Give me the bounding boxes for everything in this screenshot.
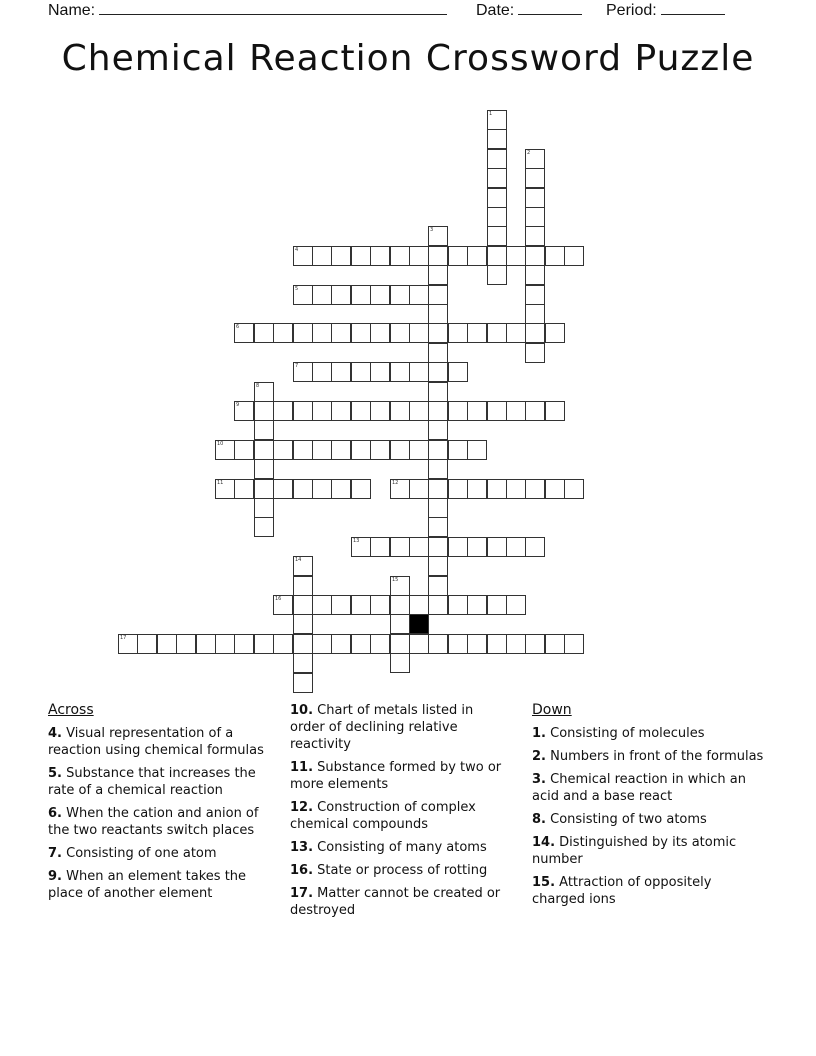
grid-cell[interactable] xyxy=(525,188,545,208)
grid-cell[interactable] xyxy=(487,110,507,130)
clue-down-14: 14. Distinguished by its atomic number xyxy=(532,835,737,867)
grid-cell[interactable] xyxy=(487,401,507,421)
grid-cell[interactable] xyxy=(390,595,410,615)
grid-cell[interactable] xyxy=(448,440,468,460)
grid-cell[interactable] xyxy=(409,479,429,499)
grid-cell[interactable] xyxy=(273,479,293,499)
grid-cell[interactable] xyxy=(351,634,371,654)
grid-cell[interactable] xyxy=(428,537,448,557)
grid-cell[interactable] xyxy=(273,401,293,421)
grid-cell[interactable] xyxy=(293,246,313,266)
grid-cell[interactable] xyxy=(564,634,584,654)
grid-cell[interactable] xyxy=(254,498,274,518)
grid-cell[interactable] xyxy=(525,323,545,343)
cell-number: 5 xyxy=(295,286,299,292)
grid-cell[interactable] xyxy=(428,440,448,460)
grid-cell[interactable] xyxy=(428,401,448,421)
clue-across-12: 12. Construction of complex chemical compounds xyxy=(290,800,476,832)
grid-cell[interactable] xyxy=(467,634,487,654)
across-clues-col2 xyxy=(290,702,512,925)
grid-cell[interactable] xyxy=(525,304,545,324)
grid-cell[interactable] xyxy=(506,595,526,615)
grid-cell[interactable] xyxy=(487,226,507,246)
grid-cell[interactable] xyxy=(525,401,545,421)
grid-cell[interactable] xyxy=(331,479,351,499)
grid-cell[interactable] xyxy=(467,595,487,615)
grid-cell[interactable] xyxy=(234,401,254,421)
grid-cell[interactable] xyxy=(428,362,448,382)
grid-cell[interactable] xyxy=(312,440,332,460)
grid-cell[interactable] xyxy=(118,634,138,654)
grid-cell[interactable] xyxy=(428,343,448,363)
cell-number: 7 xyxy=(295,363,299,369)
grid-cell[interactable] xyxy=(234,479,254,499)
grid-cell[interactable] xyxy=(487,265,507,285)
grid-cell[interactable] xyxy=(487,149,507,169)
grid-cell[interactable] xyxy=(448,401,468,421)
grid-cell[interactable] xyxy=(351,323,371,343)
grid-cell[interactable] xyxy=(545,479,565,499)
grid-cell[interactable] xyxy=(254,401,274,421)
grid-cell[interactable] xyxy=(506,246,526,266)
grid-cell[interactable] xyxy=(506,537,526,557)
cell-number: 10 xyxy=(217,441,224,447)
grid-cell[interactable] xyxy=(428,634,448,654)
grid-cell[interactable] xyxy=(564,246,584,266)
grid-cell[interactable] xyxy=(273,440,293,460)
grid-cell[interactable] xyxy=(254,382,274,402)
grid-cell[interactable] xyxy=(428,420,448,440)
grid-cell[interactable] xyxy=(312,401,332,421)
grid-cell[interactable] xyxy=(370,634,390,654)
grid-cell[interactable] xyxy=(428,382,448,402)
cell-number: 16 xyxy=(275,596,282,602)
grid-cell[interactable] xyxy=(487,168,507,188)
grid-cell[interactable] xyxy=(525,285,545,305)
grid-cell[interactable] xyxy=(487,479,507,499)
date-line[interactable] xyxy=(518,0,582,15)
grid-cell[interactable] xyxy=(409,285,429,305)
grid-cell[interactable] xyxy=(234,323,254,343)
grid-cell[interactable] xyxy=(428,459,448,479)
grid-cell[interactable] xyxy=(467,440,487,460)
grid-cell[interactable] xyxy=(254,634,274,654)
grid-cell[interactable] xyxy=(293,653,313,673)
page-title: Chemical Reaction Crossword Puzzle xyxy=(61,38,755,79)
grid-cell[interactable] xyxy=(525,168,545,188)
grid-cell[interactable] xyxy=(293,401,313,421)
grid-cell[interactable] xyxy=(448,362,468,382)
grid-cell[interactable] xyxy=(428,246,448,266)
grid-cell[interactable] xyxy=(331,285,351,305)
grid-cell[interactable] xyxy=(525,634,545,654)
grid-cell[interactable] xyxy=(390,634,410,654)
grid-cell[interactable] xyxy=(545,634,565,654)
grid-cell[interactable] xyxy=(293,595,313,615)
grid-cell[interactable] xyxy=(545,246,565,266)
down-clues-col xyxy=(532,702,768,914)
grid-cell[interactable] xyxy=(293,614,313,634)
grid-cell[interactable] xyxy=(525,537,545,557)
grid-cell[interactable] xyxy=(428,595,448,615)
cell-number: 8 xyxy=(256,383,260,389)
grid-cell[interactable] xyxy=(254,440,274,460)
grid-cell[interactable] xyxy=(448,634,468,654)
grid-cell[interactable] xyxy=(390,576,410,596)
grid-cell[interactable] xyxy=(390,440,410,460)
cell-number: 2 xyxy=(527,150,531,156)
grid-cell[interactable] xyxy=(448,479,468,499)
grid-cell[interactable] xyxy=(409,537,429,557)
grid-cell[interactable] xyxy=(370,440,390,460)
grid-cell[interactable] xyxy=(487,537,507,557)
grid-cell[interactable] xyxy=(331,595,351,615)
grid-cell[interactable] xyxy=(254,459,274,479)
grid-cell[interactable] xyxy=(390,479,410,499)
grid-cell[interactable] xyxy=(234,634,254,654)
grid-cell[interactable] xyxy=(428,226,448,246)
clue-down-1: 1. Consisting of molecules xyxy=(532,726,705,741)
clue-across-10: 10. Chart of metals listed in order of declining relative reactivity xyxy=(290,703,474,752)
clue-across-5: 5. Substance that increases the rate of a chemical reaction xyxy=(48,766,256,798)
grid-cell[interactable] xyxy=(487,595,507,615)
grid-cell[interactable] xyxy=(234,440,254,460)
grid-cell[interactable] xyxy=(351,440,371,460)
grid-cell[interactable] xyxy=(215,634,235,654)
cell-number: 6 xyxy=(236,324,240,330)
grid-cell[interactable] xyxy=(409,401,429,421)
grid-cell[interactable] xyxy=(331,401,351,421)
grid-cell[interactable] xyxy=(273,323,293,343)
grid-cell[interactable] xyxy=(351,362,371,382)
grid-cell[interactable] xyxy=(409,362,429,382)
grid-cell[interactable] xyxy=(487,129,507,149)
down-heading: Down xyxy=(532,702,572,718)
clue-across-7: 7. Consisting of one atom xyxy=(48,846,217,861)
grid-cell[interactable] xyxy=(428,498,448,518)
grid-cell[interactable] xyxy=(525,343,545,363)
grid-cell[interactable] xyxy=(312,595,332,615)
grid-cell[interactable] xyxy=(390,362,410,382)
grid-cell[interactable] xyxy=(331,323,351,343)
date-label: Date: xyxy=(476,2,515,19)
grid-cell[interactable] xyxy=(428,576,448,596)
grid-cell[interactable] xyxy=(196,634,216,654)
clue-across-17: 17. Matter cannot be created or destroyed xyxy=(290,886,501,918)
grid-cell[interactable] xyxy=(293,479,313,499)
grid-cell[interactable] xyxy=(312,634,332,654)
grid-cell[interactable] xyxy=(254,420,274,440)
grid-cell[interactable] xyxy=(390,537,410,557)
grid-cell[interactable] xyxy=(448,323,468,343)
grid-cell[interactable] xyxy=(370,595,390,615)
grid-cell[interactable] xyxy=(506,401,526,421)
black-cell xyxy=(409,614,429,634)
grid-cell[interactable] xyxy=(370,246,390,266)
grid-cell[interactable] xyxy=(390,246,410,266)
grid-cell[interactable] xyxy=(331,440,351,460)
grid-cell[interactable] xyxy=(467,479,487,499)
grid-cell[interactable] xyxy=(273,634,293,654)
grid-cell[interactable] xyxy=(487,188,507,208)
grid-cell[interactable] xyxy=(351,595,371,615)
grid-cell[interactable] xyxy=(312,246,332,266)
grid-cell[interactable] xyxy=(293,440,313,460)
cell-number: 13 xyxy=(353,538,360,544)
grid-cell[interactable] xyxy=(564,479,584,499)
grid-cell[interactable] xyxy=(273,595,293,615)
grid-cell[interactable] xyxy=(351,537,371,557)
grid-cell[interactable] xyxy=(409,323,429,343)
grid-cell[interactable] xyxy=(351,479,371,499)
grid-cell[interactable] xyxy=(409,634,429,654)
grid-cell[interactable] xyxy=(312,479,332,499)
grid-cell[interactable] xyxy=(428,323,448,343)
clue-down-2: 2. Numbers in front of the formulas xyxy=(532,749,764,764)
grid-cell[interactable] xyxy=(390,653,410,673)
clue-across-6: 6. When the cation and anion of the two reactants switch places xyxy=(48,806,259,838)
grid-cell[interactable] xyxy=(428,479,448,499)
grid-cell[interactable] xyxy=(312,362,332,382)
grid-cell[interactable] xyxy=(506,634,526,654)
grid-cell[interactable] xyxy=(487,323,507,343)
cell-number: 14 xyxy=(295,557,302,563)
grid-cell[interactable] xyxy=(254,479,274,499)
grid-cell[interactable] xyxy=(545,401,565,421)
grid-cell[interactable] xyxy=(293,673,313,693)
grid-cell[interactable] xyxy=(351,285,371,305)
grid-cell[interactable] xyxy=(351,246,371,266)
grid-cell[interactable] xyxy=(370,285,390,305)
cell-number: 11 xyxy=(217,480,224,486)
grid-cell[interactable] xyxy=(448,595,468,615)
grid-cell[interactable] xyxy=(312,323,332,343)
grid-cell[interactable] xyxy=(293,634,313,654)
cell-number: 1 xyxy=(489,111,493,117)
grid-cell[interactable] xyxy=(137,634,157,654)
grid-cell[interactable] xyxy=(448,246,468,266)
clue-across-16: 16. State or process of rotting xyxy=(290,863,488,878)
grid-cell[interactable] xyxy=(331,362,351,382)
grid-cell[interactable] xyxy=(331,634,351,654)
period-field[interactable] xyxy=(606,0,725,20)
grid-cell[interactable] xyxy=(467,323,487,343)
grid-cell[interactable] xyxy=(506,323,526,343)
grid-cell[interactable] xyxy=(428,556,448,576)
across-clues-col1 xyxy=(48,702,276,908)
grid-cell[interactable] xyxy=(390,323,410,343)
clue-across-9: 9. When an element takes the place of another element xyxy=(48,869,247,901)
clue-down-8: 8. Consisting of two atoms xyxy=(532,812,707,827)
cell-number: 3 xyxy=(430,227,434,233)
date-field[interactable] xyxy=(476,0,582,20)
grid-cell[interactable] xyxy=(525,207,545,227)
clue-down-3: 3. Chemical reaction in which an acid and a base react xyxy=(532,772,746,804)
grid-cell[interactable] xyxy=(409,595,429,615)
grid-cell[interactable] xyxy=(293,285,313,305)
grid-cell[interactable] xyxy=(467,401,487,421)
period-line[interactable] xyxy=(661,0,725,15)
cell-number: 4 xyxy=(295,247,299,253)
clue-down-15: 15. Attraction of oppositely charged ions xyxy=(532,875,712,907)
grid-cell[interactable] xyxy=(351,401,371,421)
grid-cell[interactable] xyxy=(370,537,390,557)
grid-cell[interactable] xyxy=(293,362,313,382)
across-heading: Across xyxy=(48,702,94,718)
grid-cell[interactable] xyxy=(254,323,274,343)
grid-cell[interactable] xyxy=(312,285,332,305)
cell-number: 15 xyxy=(392,577,399,583)
cell-number: 12 xyxy=(392,480,399,486)
grid-cell[interactable] xyxy=(331,246,351,266)
grid-cell[interactable] xyxy=(487,246,507,266)
grid-cell[interactable] xyxy=(390,401,410,421)
grid-cell[interactable] xyxy=(487,207,507,227)
grid-cell[interactable] xyxy=(525,226,545,246)
grid-cell[interactable] xyxy=(390,285,410,305)
grid-cell[interactable] xyxy=(370,362,390,382)
grid-cell[interactable] xyxy=(293,556,313,576)
grid-cell[interactable] xyxy=(525,479,545,499)
grid-cell[interactable] xyxy=(506,479,526,499)
grid-cell[interactable] xyxy=(428,517,448,537)
grid-cell[interactable] xyxy=(176,634,196,654)
grid-cell[interactable] xyxy=(467,246,487,266)
grid-cell[interactable] xyxy=(215,440,235,460)
clue-across-4: 4. Visual representation of a reaction using chemical formulas xyxy=(48,726,264,758)
grid-cell[interactable] xyxy=(370,323,390,343)
grid-cell[interactable] xyxy=(293,576,313,596)
grid-cell[interactable] xyxy=(293,323,313,343)
grid-cell[interactable] xyxy=(428,285,448,305)
grid-cell[interactable] xyxy=(545,323,565,343)
grid-cell[interactable] xyxy=(370,401,390,421)
grid-cell[interactable] xyxy=(390,614,410,634)
name-field[interactable] xyxy=(48,0,447,20)
grid-cell[interactable] xyxy=(409,246,429,266)
grid-cell[interactable] xyxy=(448,537,468,557)
grid-cell[interactable] xyxy=(487,634,507,654)
grid-cell[interactable] xyxy=(525,246,545,266)
grid-cell[interactable] xyxy=(525,149,545,169)
clue-across-11: 11. Substance formed by two or more elements xyxy=(290,760,502,792)
grid-cell[interactable] xyxy=(525,265,545,285)
name-line[interactable] xyxy=(99,0,447,15)
clue-across-13: 13. Consisting of many atoms xyxy=(290,840,487,855)
grid-cell[interactable] xyxy=(157,634,177,654)
grid-cell[interactable] xyxy=(467,537,487,557)
period-label: Period: xyxy=(606,2,657,19)
grid-cell[interactable] xyxy=(409,440,429,460)
grid-cell[interactable] xyxy=(428,304,448,324)
grid-cell[interactable] xyxy=(215,479,235,499)
cell-number: 17 xyxy=(120,635,127,641)
name-label: Name: xyxy=(48,2,96,19)
cell-number: 9 xyxy=(236,402,240,408)
grid-cell[interactable] xyxy=(428,265,448,285)
grid-cell[interactable] xyxy=(254,517,274,537)
